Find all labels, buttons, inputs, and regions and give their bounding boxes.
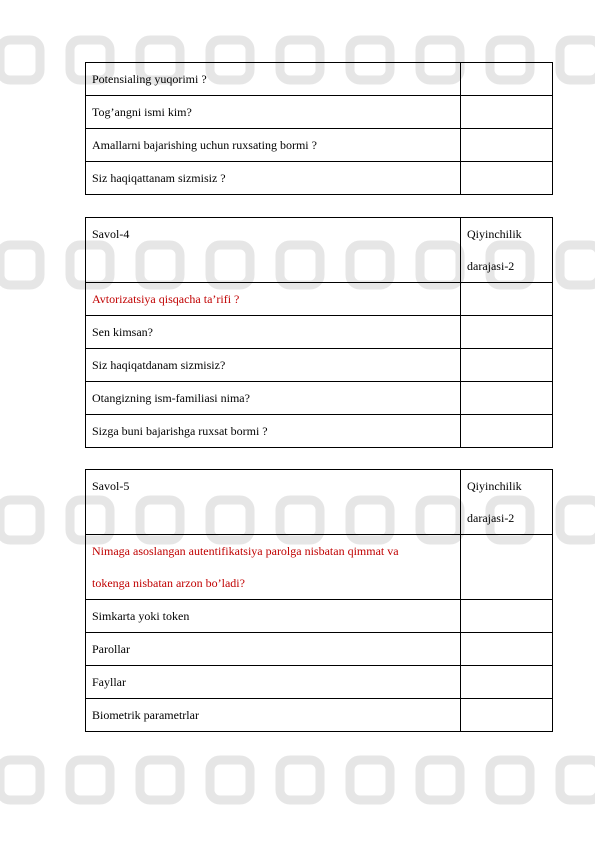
table-row: [86, 415, 553, 448]
answer-cell: [461, 162, 553, 195]
question-row: [86, 535, 553, 600]
table-question-5: [85, 469, 553, 732]
table-question-3-options: [85, 62, 553, 195]
answer-cell: [461, 382, 553, 415]
table-row: [86, 162, 553, 195]
answer-cell: [461, 699, 553, 732]
option-cell: Siz haqiqattanam sizmisiz ?: [86, 162, 461, 195]
answer-cell: [461, 633, 553, 666]
option-cell: Sizga buni bajarishga ruxsat bormi ?: [86, 415, 461, 448]
question-number: Savol-5: [86, 470, 461, 535]
table-row: [86, 129, 553, 162]
option-cell: Potensialing yuqorimi ?: [86, 63, 461, 96]
answer-cell: [461, 283, 553, 316]
difficulty-level: darajasi-2: [467, 259, 515, 273]
question-number: Savol-4: [86, 218, 461, 283]
table-row: [86, 349, 553, 382]
answer-cell: [461, 96, 553, 129]
table-row: [86, 633, 553, 666]
difficulty-label: Qiyinchilik: [467, 479, 522, 493]
table-row: [86, 666, 553, 699]
difficulty-cell: [461, 218, 553, 283]
table-row: [86, 382, 553, 415]
answer-cell: [461, 415, 553, 448]
question-text-line2: tokenga nisbatan arzon bo’ladi?: [92, 576, 245, 590]
answer-cell: [461, 63, 553, 96]
option-cell: Amallarni bajarishing uchun ruxsating bormi ?: [86, 129, 461, 162]
table-row: [86, 96, 553, 129]
question-text: Avtorizatsiya qisqacha ta’rifi ?: [86, 283, 461, 316]
difficulty-level: darajasi-2: [467, 511, 515, 525]
option-cell: Biometrik parametrlar: [86, 699, 461, 732]
option-cell: Siz haqiqatdanam sizmisiz?: [86, 349, 461, 382]
table-row: [86, 316, 553, 349]
answer-cell: [461, 316, 553, 349]
answer-cell: [461, 666, 553, 699]
answer-cell: [461, 129, 553, 162]
question-text-line1: Nimaga asoslangan autentifikatsiya parolga nisbatan qimmat va: [92, 544, 399, 558]
answer-cell: [461, 600, 553, 633]
option-cell: Sen kimsan?: [86, 316, 461, 349]
difficulty-label: Qiyinchilik: [467, 227, 522, 241]
question-header-row: [86, 470, 553, 535]
question-header-row: [86, 218, 553, 283]
table-row: [86, 63, 553, 96]
option-cell: Parollar: [86, 633, 461, 666]
option-cell: Fayllar: [86, 666, 461, 699]
table-row: [86, 600, 553, 633]
answer-cell: [461, 349, 553, 382]
option-cell: Otangizning ism-familiasi nima?: [86, 382, 461, 415]
question-text: [86, 535, 461, 600]
option-cell: Simkarta yoki token: [86, 600, 461, 633]
difficulty-cell: [461, 470, 553, 535]
answer-cell: [461, 535, 553, 600]
option-cell: Tog’angni ismi kim?: [86, 96, 461, 129]
table-question-4: [85, 217, 553, 448]
table-row: [86, 699, 553, 732]
question-row: [86, 283, 553, 316]
